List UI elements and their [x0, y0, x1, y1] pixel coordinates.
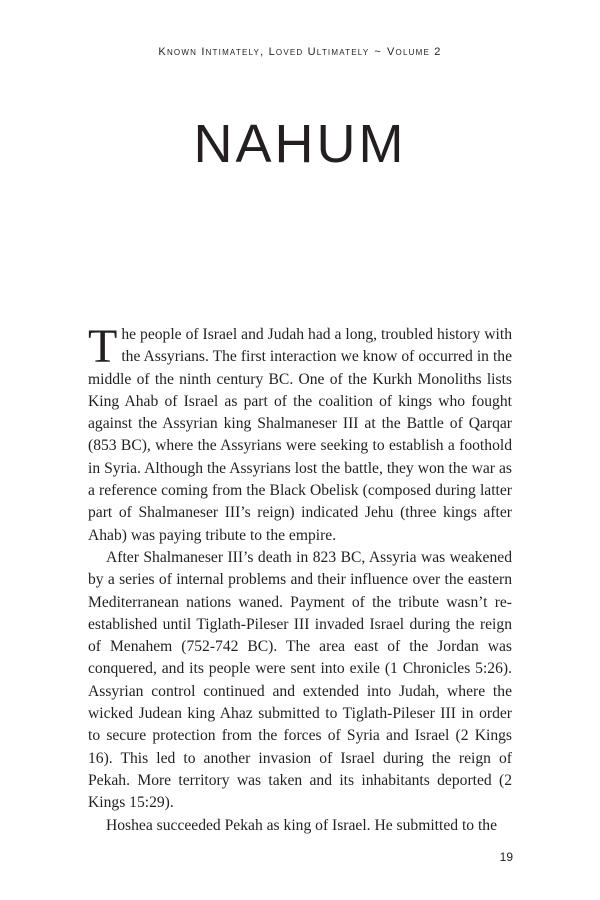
- drop-cap: T: [88, 320, 118, 373]
- body-paragraph-3: Hoshea succeeded Pekah as king of Israel. He submitted to the: [106, 816, 498, 834]
- running-head-book-title: Known Intimately, Loved Ultimately: [158, 46, 370, 58]
- running-head-separator: ~: [374, 46, 383, 58]
- running-head-volume: Volume 2: [387, 46, 442, 58]
- body-paragraph-1-text: he people of Israel and Judah had a long, troubled history with the Assyrians. The first interaction we know of occurred in the middle of the ninth century BC. One of the Kurkh Monoliths lists King Ahab of Israel as part of the coalition of kings who fought against the Assyrian king Shalmaneser III at the Battle of Qarqar (853 BC), where the Assyrians were seeking to establish a foothold in Syria. Although the Assyrians lost the battle, they won the war as a reference coming from the Black Obelisk (composed during latter part of Shalmaneser III’s reign) indicated Jehu (three kings after Ahab) was paying tribute to the empire.: [88, 326, 512, 544]
- page-number: 19: [499, 850, 513, 864]
- body-paragraph-2: After Shalmaneser III’s death in 823 BC, Assyria was weakened by a series of internal problems and their influence over the eastern Mediterranean nations waned. Payment of the tribute wasn’t re-established until Tiglath-Pileser III invaded Israel during the reign of Menahem (752-742 BC). The area east of the Jordan was conquered, and its people were sent into exile (1 Chronicles 5:26). Assyrian control continued and extended into Judah, where the wicked Judean king Ahaz submitted to Tiglath-Pileser III in order to secure protection from the forces of Syria and Israel (2 Kings 16). This led to another invasion of Israel during the reign of Pekah. More territory was taken and its inhabitants deported (2 Kings 15:29).: [88, 548, 512, 812]
- body-paragraph-1: [88, 320, 512, 547]
- chapter-body: [88, 320, 512, 837]
- chapter-title: NAHUM: [193, 114, 407, 174]
- running-head: [0, 46, 600, 58]
